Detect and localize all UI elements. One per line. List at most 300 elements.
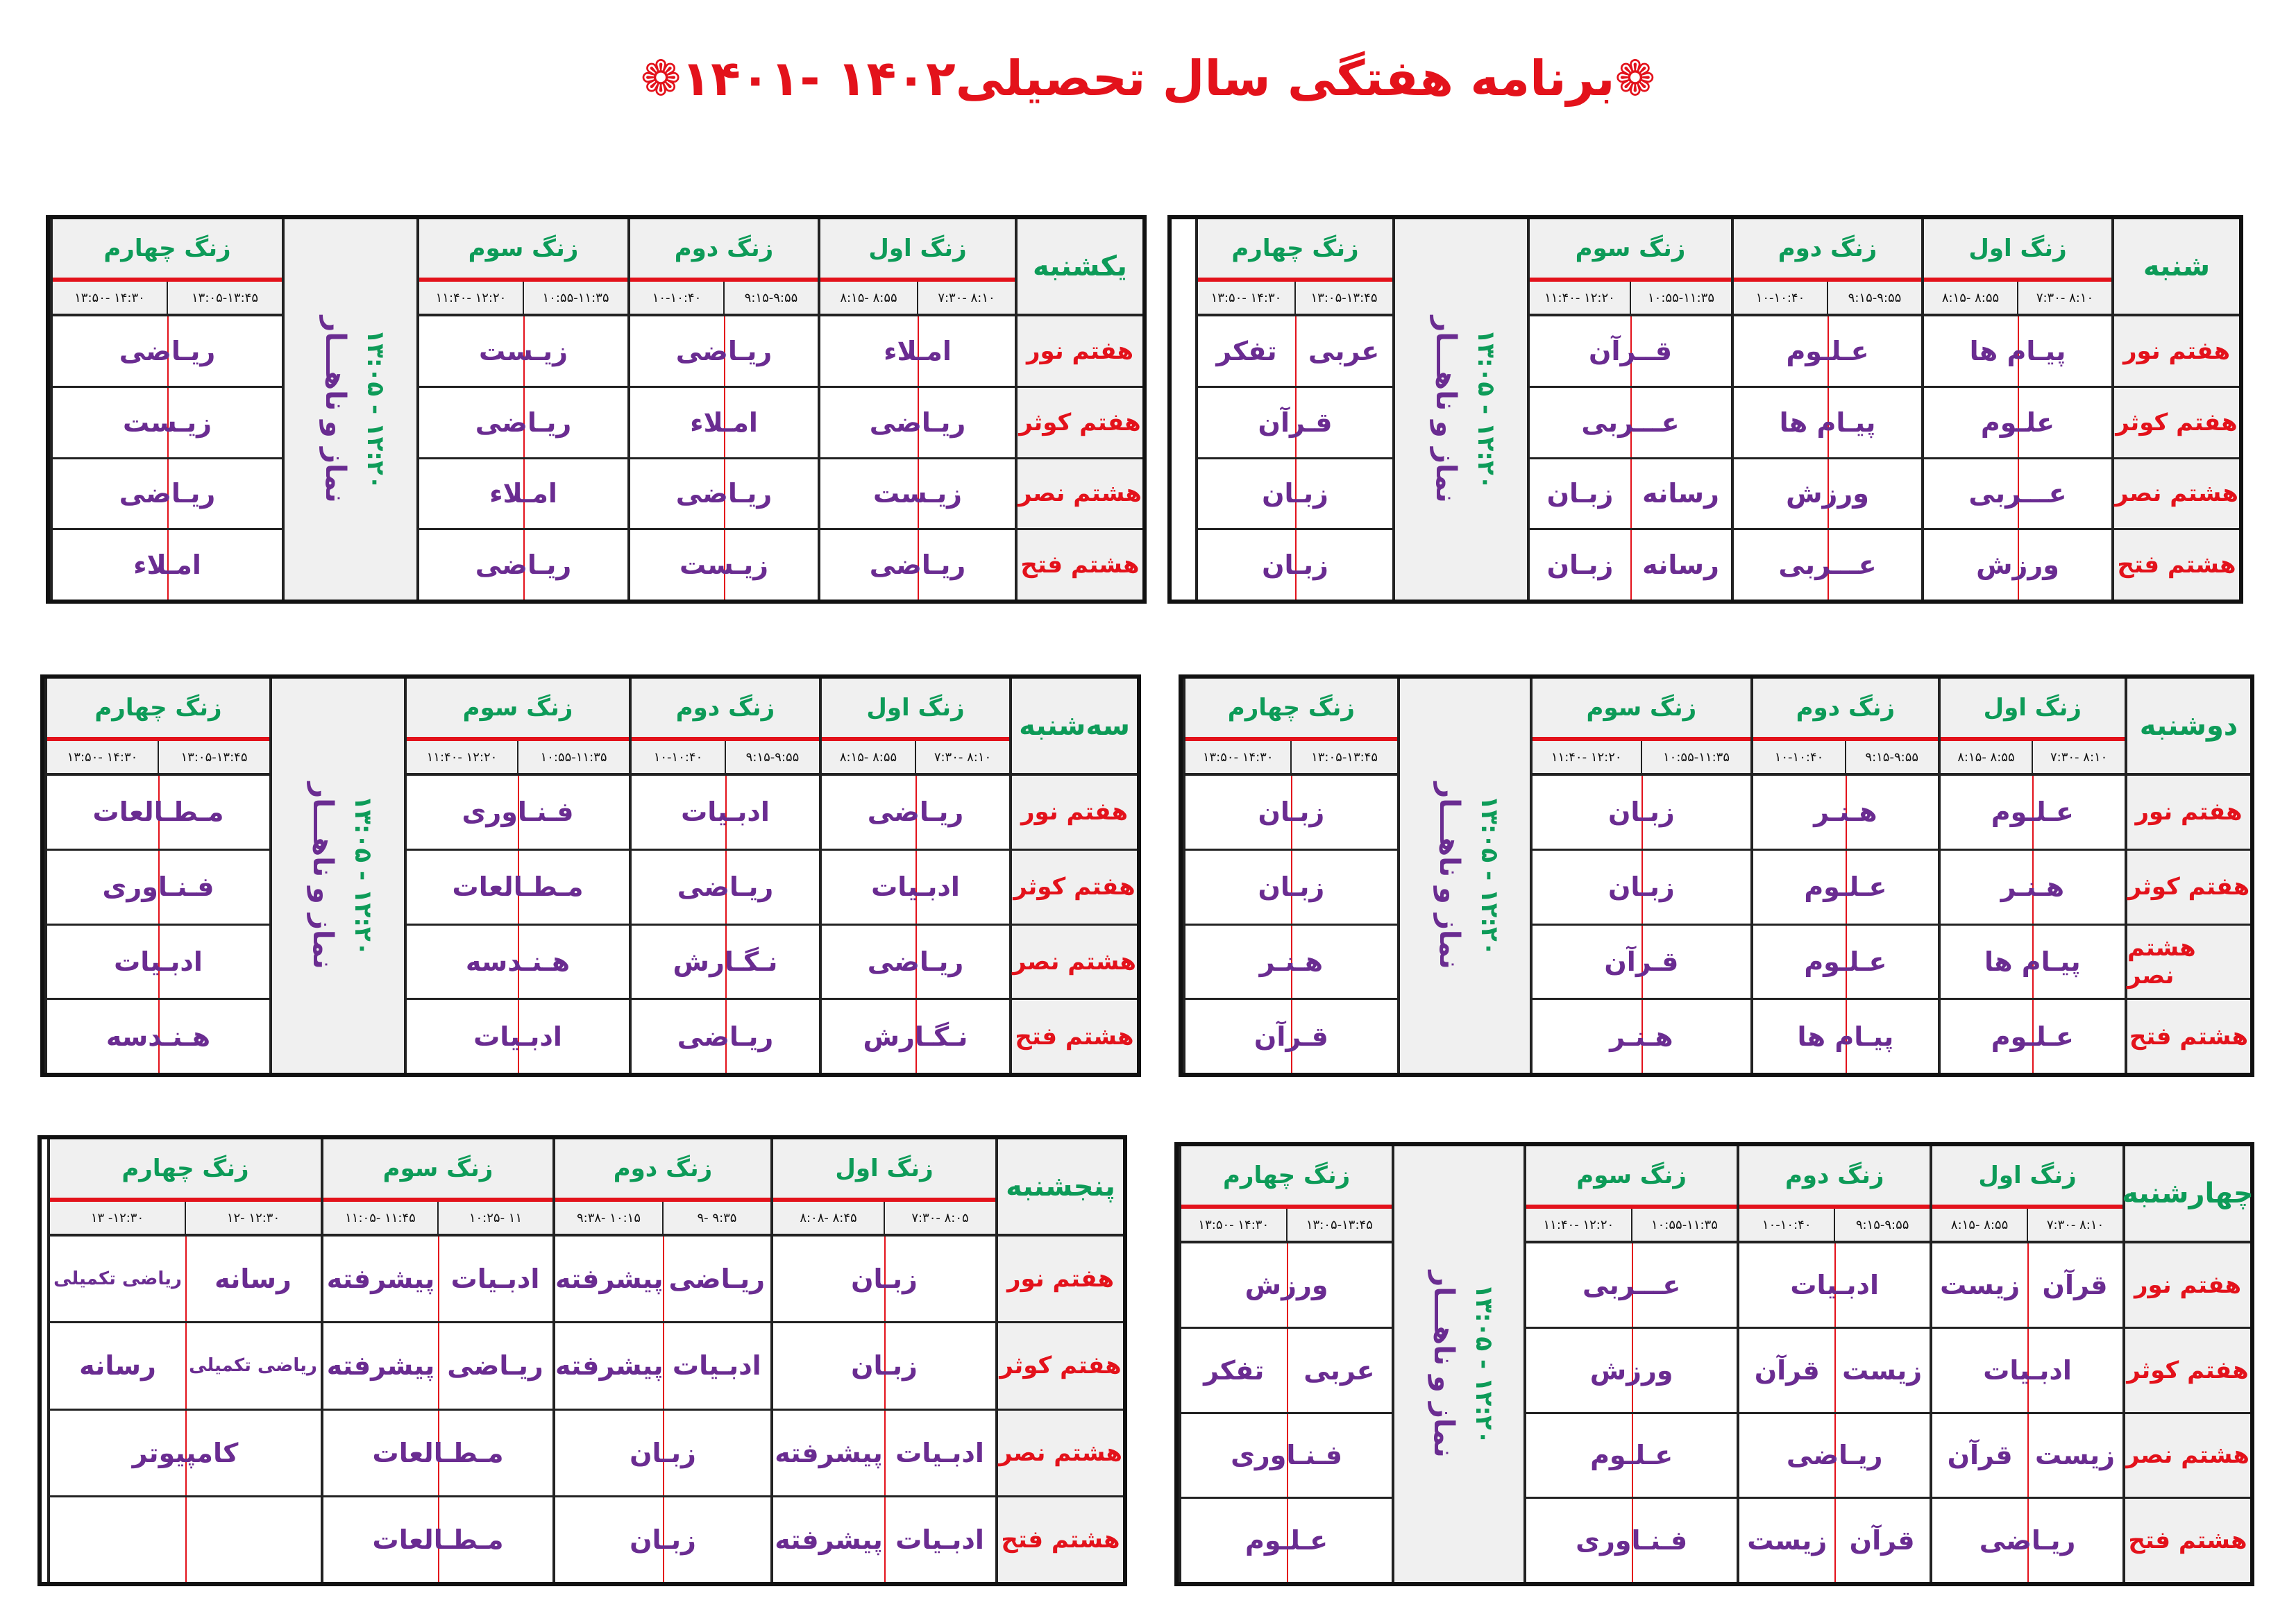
lesson-cell: ورزش [1181, 1243, 1392, 1329]
day-column [995, 1139, 1123, 1582]
bell-times [630, 282, 818, 314]
bell-name: زنگ دوم [1739, 1146, 1930, 1209]
lesson-cell: زیـست [53, 388, 282, 459]
lesson-cell: ادبـیات [1739, 1243, 1930, 1329]
bell-body [1530, 316, 1731, 600]
lesson-cell [555, 1323, 770, 1410]
lesson-half: پیشرفته [555, 1264, 664, 1295]
class-name: هشتم فتح [2114, 530, 2239, 600]
class-name: هفتم نور [2125, 1243, 2250, 1329]
lesson-cell: مـطـالعات [323, 1411, 552, 1497]
bell-header [1530, 219, 1731, 316]
bell-header [822, 679, 1009, 776]
class-name: هفتم کوثر [2127, 851, 2250, 926]
bell-header [1198, 219, 1392, 316]
bell-body [630, 316, 818, 600]
bell-body [820, 316, 1015, 600]
lesson-half: زبـان [1546, 550, 1614, 581]
lesson-cell [50, 1237, 321, 1323]
bell-times [1753, 741, 1937, 773]
lesson-cell [323, 1323, 552, 1410]
lesson-cell: علـوم [1924, 388, 2111, 459]
lesson-cell: زیـست [679, 550, 769, 581]
bell-time: ۹:۱۵-۹:۵۵ [1834, 1209, 1930, 1241]
lesson-cell: فـنـاوری [47, 851, 269, 926]
bell-body [50, 1237, 321, 1582]
bell-column [1527, 219, 1731, 600]
bell-times [1181, 1209, 1392, 1241]
lesson-cell [1530, 459, 1731, 531]
lesson-half: پیشرفته [555, 1350, 664, 1382]
bell-times [1530, 282, 1731, 314]
lesson-cell: عـلـوم [1753, 851, 1937, 926]
lesson-cell: هـنـدسه [105, 1021, 211, 1052]
bell-column [1930, 1146, 2122, 1582]
lesson-half: قرآن [1849, 1525, 1915, 1556]
bell-times [1739, 1209, 1930, 1241]
lesson-cell [555, 1237, 770, 1323]
bell-body [1941, 776, 2125, 1073]
bell-time: ۸:۱۵- ۸:۵۵ [839, 749, 897, 765]
prayer-time: ۱۳:۰۵ - ۱۲:۲۰ [1472, 329, 1500, 490]
lesson-cell: زیـست [419, 316, 627, 388]
bell-name: زنگ اول [1932, 1146, 2122, 1209]
bell-column [416, 219, 627, 600]
class-name: هشتم فتح [2127, 1000, 2250, 1073]
bell-body [407, 776, 629, 1073]
bell-times [323, 1202, 552, 1234]
lesson-cell: قـرآن [1198, 388, 1392, 459]
lesson-cell: زبـان [1185, 851, 1397, 926]
bell-column [770, 1139, 995, 1582]
bell-body [1533, 776, 1751, 1073]
lesson-cell: نـگـارش [632, 926, 819, 1001]
class-name: هشتم نصر [2127, 926, 2250, 1001]
lesson-cell: قــرآن [1530, 316, 1731, 388]
lesson-cell: زیـست [820, 459, 1015, 531]
lesson-cell: عـلـوم [1734, 316, 1921, 388]
lesson-half: زیست [1842, 1354, 1923, 1386]
bell-name: زنگ دوم [555, 1139, 770, 1202]
prayer-label: نماز و ناهـــار [1428, 1271, 1460, 1458]
lesson-cell [1739, 1329, 1930, 1414]
lesson-cell: زبـان [1262, 550, 1328, 581]
prayer-label: نماز و ناهـــار [1430, 316, 1462, 503]
lesson-cell: هـنـر [1610, 1021, 1673, 1052]
bell-body [1198, 316, 1392, 600]
bell-header [47, 679, 269, 776]
bell-time: ۱۰-۱۰:۴۰ [652, 290, 702, 305]
bell-header [1181, 1146, 1392, 1243]
bell-time: ۱۳:۵۰- ۱۴:۳۰ [1210, 290, 1282, 305]
lesson-cell: کامپیوتر [50, 1411, 321, 1497]
bell-column [1938, 679, 2125, 1073]
lesson-half: پیشرفته [326, 1350, 435, 1382]
prayer-label: نماز و ناهـــار [1433, 782, 1466, 969]
lesson-cell: ریـاضی [822, 776, 1009, 851]
prayer-time: ۱۳:۰۵ - ۱۲:۲۰ [1476, 795, 1504, 956]
bell-header [419, 219, 627, 316]
lesson-cell: عـلـوم [1753, 926, 1937, 1001]
class-name: هفتم کوثر [998, 1323, 1123, 1410]
lesson-cell: ریـاضی [632, 851, 819, 926]
lesson-cell: ادبـیات [47, 926, 269, 1001]
bell-times [53, 282, 282, 314]
bell-header [555, 1139, 770, 1237]
lesson-half: قرآن [2042, 1269, 2108, 1300]
bell-times [555, 1202, 770, 1234]
lesson-cell: زبـان [773, 1237, 995, 1323]
bell-time: ۱۰:۵۵-۱۱:۳۵ [1641, 741, 1750, 773]
prayer-time: ۱۳:۰۵ - ۱۲:۲۰ [349, 795, 377, 956]
lesson-cell: ورزش [1976, 550, 2059, 581]
bell-column [1183, 679, 1397, 1073]
bell-time: ۱۱:۴۰- ۱۲:۲۰ [1543, 1217, 1614, 1232]
lesson-cell: ریـاضی [820, 388, 1015, 459]
lesson-cell: نـگـارش [863, 1021, 968, 1052]
bell-column [1530, 679, 1751, 1073]
lesson-half: پیشرفته [775, 1437, 883, 1468]
lesson-cell: امـلاء [419, 459, 627, 531]
bell-times [822, 741, 1009, 773]
schedule-table [37, 1135, 1127, 1586]
bell-time: ۹:۱۵-۹:۵۵ [725, 741, 819, 773]
lesson-cell [323, 1237, 552, 1323]
bell-header [1941, 679, 2125, 776]
prayer-lunch-break [1392, 1146, 1523, 1582]
bell-name: زنگ چهارم [47, 679, 269, 741]
bell-name: زنگ چهارم [1185, 679, 1397, 741]
prayer-lunch-break [282, 219, 416, 600]
lesson-half: رسانه [214, 1264, 292, 1295]
bell-time: ۱۰:۵۵-۱۱:۳۵ [1630, 282, 1731, 314]
bell-time: ۱۱:۴۰- ۱۲:۲۰ [1544, 290, 1615, 305]
lesson-cell [1198, 316, 1392, 388]
schedule-table [1174, 1142, 2254, 1586]
bell-name: زنگ سوم [407, 679, 629, 741]
class-name: هشتم نصر [1012, 926, 1137, 1001]
lesson-cell: پیـام ها [1734, 388, 1921, 459]
lesson-cell [773, 1497, 995, 1582]
lesson-cell: عـلـوم [1941, 776, 2125, 851]
day-name: سه‌شنبه [1012, 679, 1137, 776]
class-name: هشتم فتح [998, 1497, 1123, 1582]
day-column [2122, 1146, 2254, 1582]
lesson-cell: هـنـر [1753, 776, 1937, 851]
bell-name: زنگ دوم [1753, 679, 1937, 741]
bell-times [1932, 1209, 2122, 1241]
bell-column [552, 1139, 770, 1582]
bell-time: ۱۰:۵۵-۱۱:۳۵ [517, 741, 629, 773]
bell-column [50, 219, 282, 600]
lesson-half: زیست [1747, 1525, 1827, 1556]
bell-time: ۱۰-۱۰:۴۰ [1774, 749, 1824, 765]
bell-time: ۷:۳۰- ۸:۱۰ [915, 741, 1009, 773]
bell-column [404, 679, 629, 1073]
day-name: شنبه [2114, 219, 2239, 316]
lesson-cell: زبـان [1533, 776, 1751, 851]
lesson-half: ریـاضی [668, 1264, 766, 1295]
bell-times [1198, 282, 1392, 314]
bell-time: ۹:۱۵-۹:۵۵ [723, 282, 818, 314]
lesson-half: ریـاضی [447, 1350, 543, 1382]
bell-time: ۱۳:۵۰- ۱۴:۳۰ [67, 749, 138, 765]
lesson-half: رسانه [79, 1350, 156, 1382]
bell-name: زنگ چهارم [1198, 219, 1392, 282]
lesson-cell: پیـام ها [1941, 926, 2125, 1001]
schedule-table [46, 215, 1147, 604]
bell-times [1734, 282, 1921, 314]
lesson-cell: مـطـالعات [372, 1524, 504, 1555]
prayer-time: ۱۳:۰۵ - ۱۲:۲۰ [1470, 1284, 1499, 1445]
day-column [1015, 219, 1142, 600]
lesson-half: قرآن [1754, 1354, 1820, 1386]
lesson-half: ریاضی تکمیلی [189, 1355, 317, 1377]
bell-header [1734, 219, 1921, 316]
lesson-cell: زبـان [555, 1411, 770, 1497]
bell-time: ۱۳:۵۰- ۱۴:۳۰ [1198, 1217, 1269, 1232]
lesson-cell: زبـان [1198, 459, 1392, 531]
bell-name: زنگ دوم [1734, 219, 1921, 282]
bell-time: ۹:۳۸- ۱۰:۱۵ [576, 1210, 641, 1225]
prayer-lunch-break [1397, 679, 1530, 1073]
bell-name: زنگ دوم [632, 679, 819, 741]
lesson-cell: ریـاضی [822, 926, 1009, 1001]
lesson-cell: هـنـر [1185, 926, 1397, 1001]
lesson-cell: ورزش [1734, 459, 1921, 531]
bell-header [773, 1139, 995, 1237]
bell-time: ۹:۱۵-۹:۵۵ [1827, 282, 1921, 314]
bell-time: ۸:۱۵- ۸:۵۵ [1950, 1217, 2009, 1232]
bell-time: ۹- ۹:۳۵ [662, 1202, 770, 1234]
lesson-cell [773, 1411, 995, 1497]
lesson-half: زبـان [1546, 478, 1614, 509]
bell-time: ۷:۳۰- ۸:۱۰ [917, 282, 1015, 314]
lesson-half: رسانه [1642, 550, 1719, 581]
class-name: هشتم نصر [1018, 459, 1142, 531]
lesson-half: رسانه [1642, 478, 1719, 509]
bell-time: ۱۳:۰۵-۱۳:۴۵ [1286, 1209, 1392, 1241]
bell-times [419, 282, 627, 314]
class-name: هفتم نور [2127, 776, 2250, 851]
class-name: هفتم نور [1018, 316, 1142, 388]
bell-column [47, 1139, 321, 1582]
lesson-cell: ریـاضی [1739, 1414, 1930, 1499]
bell-time: ۱۰:۵۵-۱۱:۳۵ [523, 282, 627, 314]
class-name: هفتم کوثر [2125, 1329, 2250, 1414]
bell-column [1195, 219, 1392, 600]
bell-header [1739, 1146, 1930, 1243]
lesson-half: ادبـیات [895, 1437, 984, 1468]
bell-header [50, 1139, 321, 1237]
class-name: هشتم نصر [2114, 459, 2239, 531]
lesson-cell: ادبـیات [822, 851, 1009, 926]
bell-body [1185, 776, 1397, 1073]
lesson-cell: ادبـیات [632, 776, 819, 851]
bell-column [819, 679, 1009, 1073]
bell-header [1932, 1146, 2122, 1243]
day-column [1009, 679, 1137, 1073]
lesson-cell: فـنـاوری [1181, 1414, 1392, 1499]
bell-time: ۱۳:۵۰- ۱۴:۳۰ [1202, 749, 1274, 765]
bell-column [1921, 219, 2111, 600]
bell-name: زنگ سوم [419, 219, 627, 282]
class-name: هفتم کوثر [1012, 851, 1137, 926]
bell-header [632, 679, 819, 776]
bell-time: ۱۳:۵۰- ۱۴:۳۰ [74, 290, 145, 305]
class-name: هفتم نور [998, 1237, 1123, 1323]
bell-body [323, 1237, 552, 1582]
bell-header [1185, 679, 1397, 776]
prayer-label: نماز و ناهـــار [319, 316, 351, 503]
day-column [2111, 219, 2239, 600]
bell-header [323, 1139, 552, 1237]
lesson-cell: قـرآن [1253, 1021, 1328, 1052]
bell-time: ۱۳:۰۵-۱۳:۴۵ [1290, 741, 1396, 773]
lesson-cell: زبـان [1533, 851, 1751, 926]
lesson-cell: ریـاضی [630, 459, 818, 531]
bell-time: ۷:۳۰- ۸:۱۰ [2027, 1209, 2122, 1241]
bell-header [1924, 219, 2111, 316]
bell-time: ۹:۱۵-۹:۵۵ [1845, 741, 1938, 773]
bell-name: زنگ دوم [630, 219, 818, 282]
lesson-half: ریاضی تکمیلی [53, 1268, 182, 1290]
lesson-cell [1932, 1414, 2122, 1499]
lesson-cell: ریـاضی [1979, 1525, 2076, 1556]
bell-column [1737, 1146, 1930, 1582]
bell-name: زنگ چهارم [1181, 1146, 1392, 1209]
bell-column [1179, 1146, 1392, 1582]
lesson-cell [50, 1497, 321, 1582]
lesson-cell: ریـاضی [677, 1021, 774, 1052]
bell-body [1924, 316, 2111, 600]
class-name: هفتم نور [1012, 776, 1137, 851]
bell-column [627, 219, 818, 600]
bell-name: زنگ سوم [1530, 219, 1731, 282]
bell-time: ۱۳:۰۵-۱۳:۴۵ [167, 282, 282, 314]
bell-times [773, 1202, 995, 1234]
lesson-cell: ریـاضی [53, 316, 282, 388]
bell-time: ۱۰-۱۰:۴۰ [653, 749, 703, 765]
lesson-cell: ریـاضی [869, 550, 966, 581]
lesson-cell: پیـام ها [1797, 1021, 1894, 1052]
class-name: هشتم فتح [1012, 1000, 1137, 1073]
lesson-cell [1932, 1243, 2122, 1329]
bell-header [630, 219, 818, 316]
lesson-cell: ریـاضی [475, 550, 572, 581]
lesson-cell: زبـان [630, 1524, 696, 1555]
bell-column [1750, 679, 1937, 1073]
bell-header [1753, 679, 1937, 776]
bell-name: زنگ اول [820, 219, 1015, 282]
page-title: ❁برنامه هفتگی سال تحصیلی۱۴۰۲ -۱۴۰۱❁ [640, 50, 1656, 107]
day-column [2125, 679, 2250, 1073]
bell-header [1526, 1146, 1737, 1243]
prayer-time: ۱۳:۰۵ - ۱۲:۲۰ [362, 329, 389, 490]
lesson-cell: هـنـدسه [407, 926, 629, 1001]
lesson-cell: ریـاضی [53, 459, 282, 531]
lesson-half: زیست [1940, 1269, 2020, 1300]
bell-name: زنگ اول [1941, 679, 2125, 741]
bell-time: ۱۰-۱۰:۴۰ [1755, 290, 1805, 305]
lesson-cell: عـلـوم [1245, 1525, 1328, 1556]
lesson-cell: ادبـیات [473, 1021, 562, 1052]
bell-name: زنگ چهارم [50, 1139, 321, 1202]
lesson-cell [1530, 530, 1731, 600]
lesson-cell: زبـان [773, 1323, 995, 1410]
bell-column [321, 1139, 552, 1582]
bell-body [1734, 316, 1921, 600]
bell-name: زنگ سوم [323, 1139, 552, 1202]
lesson-cell [50, 1323, 321, 1410]
bell-time: ۱۳:۰۵-۱۳:۴۵ [158, 741, 269, 773]
bell-body [1753, 776, 1937, 1073]
lesson-half: ادبـیات [450, 1264, 540, 1295]
lesson-cell: زبـان [1185, 776, 1397, 851]
lesson-cell: پیـام ها [1924, 316, 2111, 388]
lesson-half: عربی [1308, 335, 1380, 366]
lesson-half: زیست [2035, 1440, 2116, 1471]
prayer-lunch-break [269, 679, 404, 1073]
bell-time: ۸:۱۵- ۸:۵۵ [840, 290, 897, 305]
bell-time: ۸:۰۸- ۸:۴۵ [800, 1210, 857, 1225]
schedule-table [1179, 674, 2254, 1077]
bell-body [1526, 1243, 1737, 1582]
prayer-label: نماز و ناهـــار [307, 782, 339, 969]
bell-header [1533, 679, 1751, 776]
bell-times [1941, 741, 2125, 773]
bell-body [1181, 1243, 1392, 1582]
bell-time: ۱۱:۴۰- ۱۲:۲۰ [435, 290, 507, 305]
lesson-cell: مـطـالعات [407, 851, 629, 926]
lesson-cell: مـطـالعات [47, 776, 269, 851]
lesson-cell: ریـاضی [419, 388, 627, 459]
bell-name: زنگ سوم [1526, 1146, 1737, 1209]
lesson-half: قرآن [1947, 1440, 2013, 1471]
bell-times [820, 282, 1015, 314]
lesson-half: ادبـیات [672, 1350, 761, 1382]
bell-body [419, 316, 627, 600]
bell-time: ۸:۱۵- ۸:۵۵ [1957, 749, 2015, 765]
lesson-cell: عـلـوم [1526, 1414, 1737, 1499]
lesson-half: تفکر [1216, 335, 1277, 366]
bell-column [1523, 1146, 1737, 1582]
bell-body [53, 316, 282, 600]
bell-time: ۱۱:۴۰- ۱۲:۲۰ [1551, 749, 1622, 765]
class-name: هشتم فتح [2125, 1499, 2250, 1582]
bell-time: ۸:۱۵- ۸:۵۵ [1941, 290, 2000, 305]
lesson-cell: عـــربی [1530, 388, 1731, 459]
day-name: دوشنبه [2127, 679, 2250, 776]
bell-name: زنگ اول [1924, 219, 2111, 282]
lesson-cell: عـلـوم [1991, 1021, 2074, 1052]
lesson-cell: هـنـر [1941, 851, 2125, 926]
lesson-cell: قـرآن [1533, 926, 1751, 1001]
class-name: هشتم نصر [2125, 1414, 2250, 1499]
bell-name: زنگ اول [773, 1139, 995, 1202]
bell-times [1185, 741, 1397, 773]
class-name: هفتم کوثر [2114, 388, 2239, 459]
bell-time: ۱۱:۴۰- ۱۲:۲۰ [426, 749, 498, 765]
bell-time: ۱۰:۲۵- ۱۱ [437, 1202, 552, 1234]
bell-time: ۱۰:۵۵-۱۱:۳۵ [1631, 1209, 1737, 1241]
bell-times [1924, 282, 2111, 314]
bell-header [820, 219, 1015, 316]
bell-time: ۷:۳۰- ۸:۱۰ [2017, 282, 2111, 314]
bell-column [818, 219, 1015, 600]
lesson-half: تفکر [1204, 1354, 1265, 1386]
bell-times [1526, 1209, 1737, 1241]
